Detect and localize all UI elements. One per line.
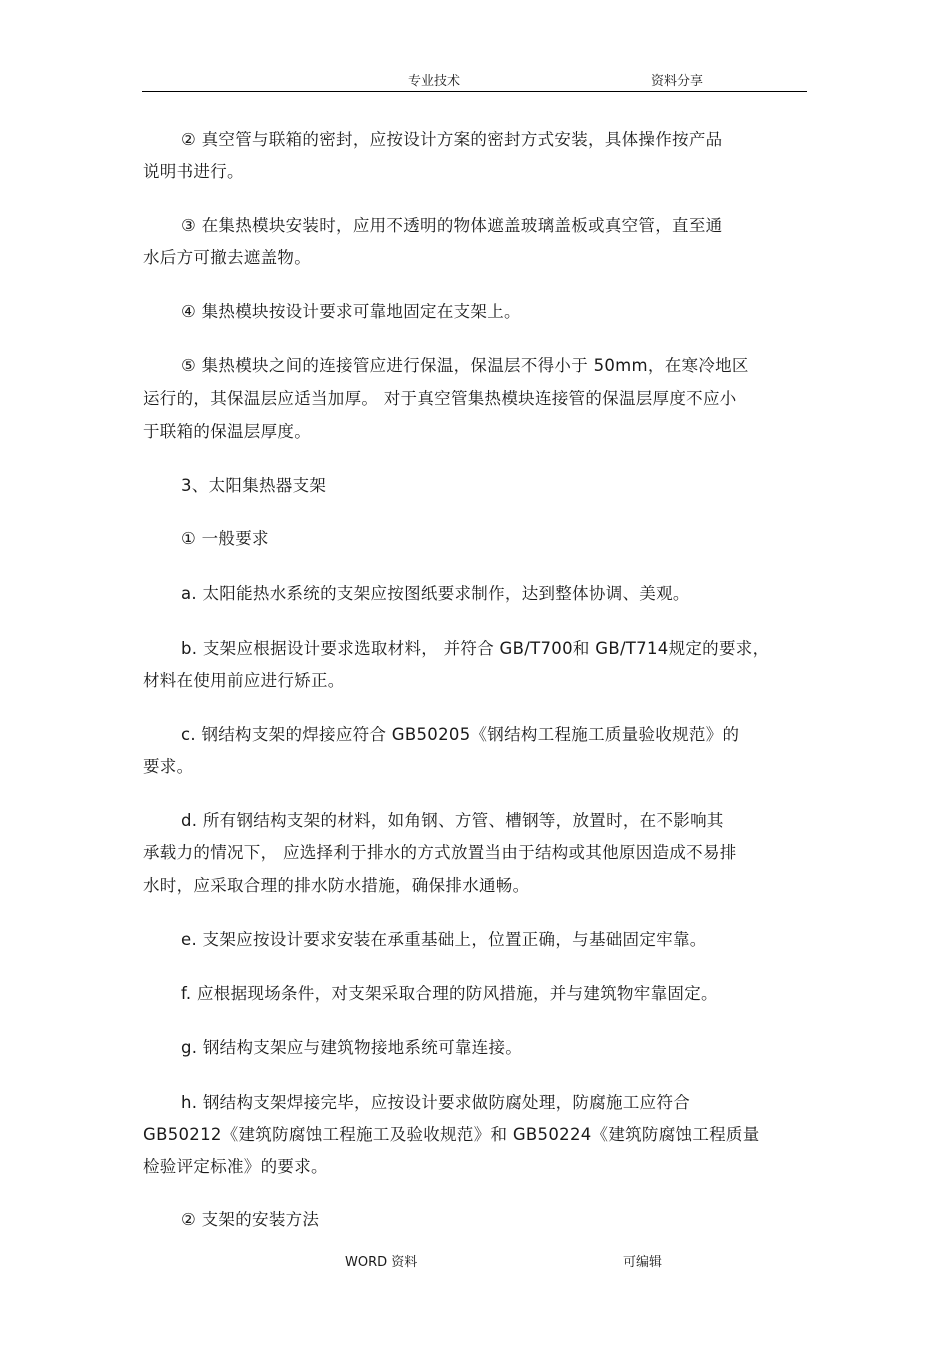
body-line: f. 应根据现场条件，对支架采取合理的防风措施，并与建筑物牢靠固定。 — [181, 984, 718, 1003]
footer-left: WORD 资料 — [345, 1255, 418, 1270]
subsection-heading: ② 支架的安装方法 — [181, 1210, 320, 1229]
body-line: 水时，应采取合理的排水防水措施，确保排水通畅。 — [143, 876, 530, 895]
body-line: ⑤ 集热模块之间的连接管应进行保温，保温层不得小于 50mm，在寒冷地区 — [181, 356, 749, 375]
body-line: 承载力的情况下， 应选择利于排水的方式放置当由于结构或其他原因造成不易排 — [143, 843, 737, 862]
body-line: ③ 在集热模块安装时，应用不透明的物体遮盖玻璃盖板或真空管，直至通 — [181, 216, 723, 235]
body-line: a. 太阳能热水系统的支架应按图纸要求制作，达到整体协调、美观。 — [181, 584, 690, 603]
body-line: 检验评定标准》的要求。 — [143, 1157, 328, 1176]
header-rule — [142, 91, 807, 92]
body-line: 于联箱的保温层厚度。 — [143, 422, 311, 441]
header-right: 资料分享 — [651, 74, 704, 89]
section-heading: 3、太阳集热器支架 — [181, 476, 327, 495]
body-line: 水后方可撤去遮盖物。 — [143, 248, 311, 267]
body-line: b. 支架应根据设计要求选取材料， 并符合 GB/T700和 GB/T714规定的要求， — [181, 639, 770, 658]
body-line: d. 所有钢结构支架的材料，如角钢、方管、槽钢等，放置时，在不影响其 — [181, 811, 724, 830]
body-line: 要求。 — [143, 757, 194, 776]
header-left: 专业技术 — [408, 74, 461, 89]
body-line: ② 真空管与联箱的密封，应按设计方案的密封方式安装，具体操作按产品 — [181, 130, 723, 149]
body-line: 运行的，其保温层应适当加厚。 对于真空管集热模块连接管的保温层厚度不应小 — [143, 389, 737, 408]
body-line: c. 钢结构支架的焊接应符合 GB50205《钢结构工程施工质量验收规范》的 — [181, 725, 740, 744]
body-line: h. 钢结构支架焊接完毕，应按设计要求做防腐处理，防腐施工应符合 — [181, 1093, 691, 1112]
subsection-heading: ① 一般要求 — [181, 529, 269, 548]
body-line: e. 支架应按设计要求安装在承重基础上，位置正确，与基础固定牢靠。 — [181, 930, 707, 949]
body-line: 材料在使用前应进行矫正。 — [143, 671, 345, 690]
body-line: GB50212《建筑防腐蚀工程施工及验收规范》和 GB50224《建筑防腐蚀工程质量 — [143, 1125, 760, 1144]
footer-right: 可编辑 — [623, 1255, 663, 1270]
body-line: 说明书进行。 — [143, 162, 244, 181]
body-line: g. 钢结构支架应与建筑物接地系统可靠连接。 — [181, 1038, 523, 1057]
body-line: ④ 集热模块按设计要求可靠地固定在支架上。 — [181, 302, 521, 321]
